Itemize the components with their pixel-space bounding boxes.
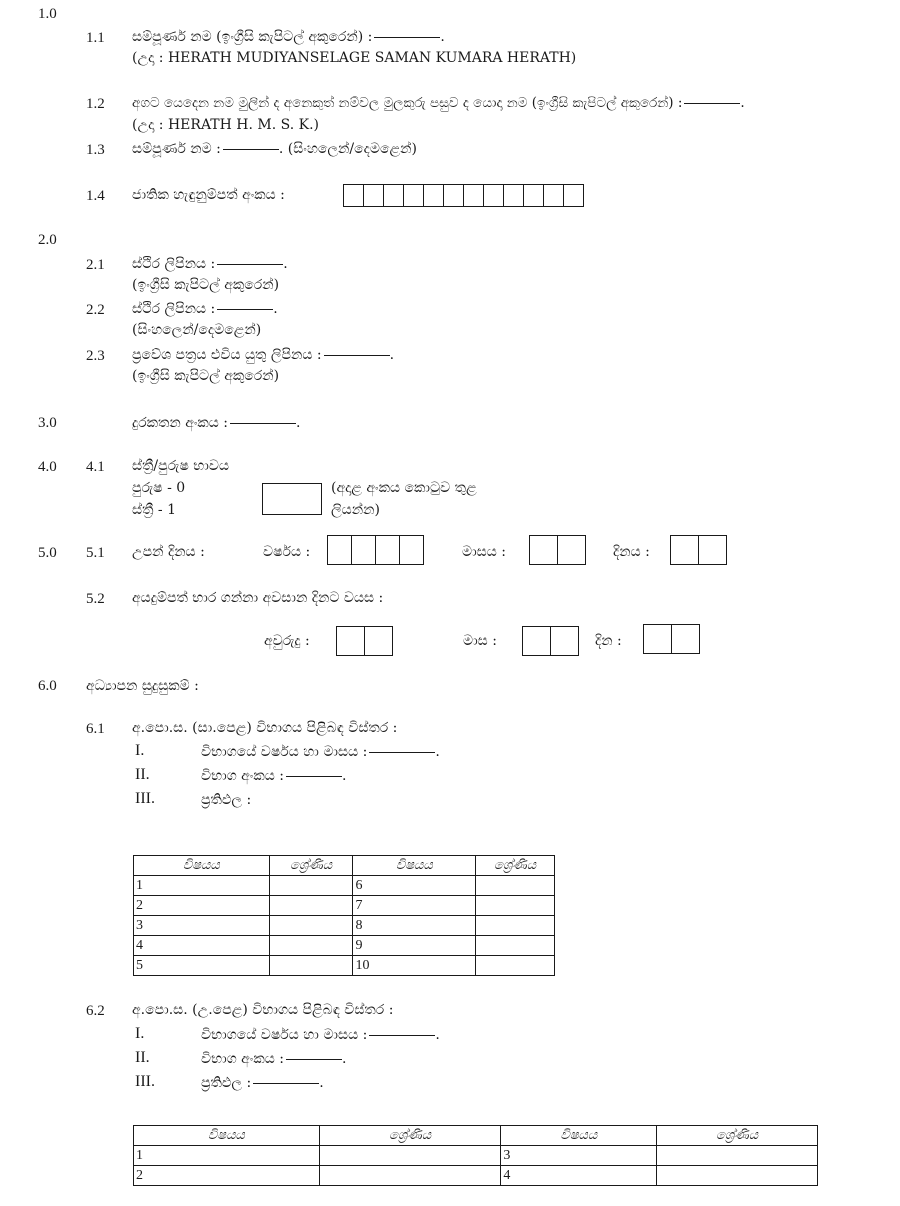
nic-digit-box[interactable] — [344, 185, 363, 206]
nic-digit-box[interactable] — [503, 185, 523, 206]
telephone-label: දුරකතන අංකය : — [132, 415, 229, 431]
telephone-field[interactable]: දුරකතන අංකය : . — [132, 415, 301, 431]
age-years-digit-box[interactable] — [337, 627, 364, 655]
gender-male-code: පුරුෂ - 0 — [132, 480, 186, 496]
birth-year-boxes[interactable] — [327, 535, 424, 565]
ol-exam-label: අ.පො.ස. (සා.පෙළ) විභාගය පිළිබඳ විස්තර : — [132, 720, 398, 736]
age-months-boxes[interactable] — [522, 626, 579, 656]
age-days-digit-box[interactable] — [644, 625, 671, 653]
telephone-blank[interactable] — [230, 423, 296, 424]
ol-subject-cell[interactable]: 8 — [353, 916, 476, 936]
item-5-1-number: 5.1 — [86, 545, 105, 561]
nic-digit-box[interactable] — [443, 185, 463, 206]
al-year-month-label: විභාගයේ වර්ෂය හා මාසය : — [201, 1027, 368, 1043]
al-index-blank[interactable] — [286, 1059, 342, 1060]
name-with-initials-label: අගට යෙදෙන නම මුලින් ද අනෙකුත් නම්වල මුලකුරු පසුව ද යොදා නම (ඉංග්‍රීසි කැපිටල් අකුරෙන්) : — [132, 95, 683, 111]
al-subject-cell[interactable]: 1 — [134, 1146, 320, 1166]
age-days-digit-box[interactable] — [671, 625, 699, 653]
postal-address-note: (ඉංග්‍රීසි කැපිටල් අකුරෙන්) — [132, 368, 280, 384]
table-row — [134, 1146, 818, 1166]
ol-results-table — [133, 855, 555, 976]
item-2-3-field[interactable]: ප්‍රවේශ පත්‍රය එවිය යුතු ලිපිනය : . — [132, 347, 395, 363]
item-1-2-example: (උදා : HERATH H. M. S. K.) — [132, 117, 319, 133]
full-name-sinhala-label: සම්පූර්ණ නම : — [132, 141, 221, 157]
gender-female-code: ස්ත්‍රී - 1 — [132, 502, 176, 518]
section-4-number: 4.0 — [38, 459, 57, 475]
ol-grade-cell[interactable] — [476, 876, 555, 896]
age-label: අයදුම්පත් භාර ගන්නා අවසාන දිනට වයස : — [132, 590, 384, 606]
month-digit-box[interactable] — [530, 536, 557, 564]
address-english-label: ස්ථිර ලිපිනය : — [132, 256, 216, 272]
ol-index-label: විභාග අංකය : — [201, 768, 284, 784]
year-digit-box[interactable] — [328, 536, 351, 564]
al-subject-cell[interactable]: 2 — [134, 1166, 320, 1186]
al-year-month-field[interactable]: විභාගයේ වර්ෂය හා මාසය : . — [201, 1027, 440, 1043]
ol-subject-cell[interactable]: 2 — [134, 896, 270, 916]
ol-subject-cell[interactable]: 1 — [134, 876, 270, 896]
table-row — [134, 956, 555, 976]
ol-grade-cell[interactable] — [476, 936, 555, 956]
al-results-field[interactable]: ප්‍රතිඵල : . — [201, 1075, 324, 1091]
al-subject-header: විෂයය — [501, 1126, 657, 1146]
birth-date-label: උපන් දිනය : — [132, 544, 205, 560]
year-digit-box[interactable] — [351, 536, 375, 564]
nic-digit-box[interactable] — [423, 185, 443, 206]
nic-digit-box[interactable] — [563, 185, 583, 206]
table-row — [134, 1166, 818, 1186]
section-2-number: 2.0 — [38, 232, 57, 248]
ol-table-header-row — [134, 856, 555, 876]
birth-month-label: මාසය : — [462, 544, 506, 560]
item-1-1-number: 1.1 — [86, 30, 105, 46]
al-index-label: විභාග අංකය : — [201, 1051, 284, 1067]
section-5-number: 5.0 — [38, 545, 57, 561]
month-digit-box[interactable] — [557, 536, 585, 564]
al-subject-cell[interactable]: 4 — [501, 1166, 657, 1186]
address-sinhala-blank[interactable] — [217, 309, 273, 310]
day-digit-box[interactable] — [671, 536, 698, 564]
age-months-label: මාස : — [463, 633, 497, 649]
ol-subject-cell[interactable]: 6 — [353, 876, 476, 896]
al-subject-cell[interactable]: 3 — [501, 1146, 657, 1166]
nic-digit-box[interactable] — [463, 185, 483, 206]
nic-digit-box[interactable] — [483, 185, 503, 206]
birth-day-boxes[interactable] — [670, 535, 727, 565]
full-name-english-label: සම්පූර්ණ නම (ඉංග්‍රීසි කැපිටල් අකුරෙන්) : — [132, 29, 373, 45]
table-row — [134, 896, 555, 916]
ol-subject-cell[interactable]: 9 — [353, 936, 476, 956]
item-1-3-field[interactable] — [132, 141, 417, 158]
gender-note-line2: ලියන්න) — [331, 502, 380, 518]
ol-year-month-label: විභාගයේ වර්ෂය හා මාසය : — [201, 744, 368, 760]
al-roman-1: I. — [135, 1025, 145, 1042]
al-roman-3: III. — [135, 1073, 155, 1090]
al-subject-header: විෂයය — [134, 1126, 320, 1146]
item-6-1-number: 6.1 — [86, 721, 105, 737]
al-grade-cell[interactable] — [319, 1146, 501, 1166]
ol-grade-cell[interactable] — [269, 956, 353, 976]
item-2-2-field[interactable]: ස්ථිර ලිපිනය : . — [132, 301, 278, 317]
al-exam-label: අ.පො.ස. (උ.පෙළ) විභාගය පිළිබඳ විස්තර : — [132, 1002, 394, 1018]
section-3-number: 3.0 — [38, 415, 57, 431]
ol-roman-2: II. — [135, 766, 150, 783]
item-2-3-number: 2.3 — [86, 348, 105, 364]
ol-table-body — [134, 876, 555, 976]
nic-number-boxes[interactable] — [343, 184, 584, 207]
year-digit-box[interactable] — [399, 536, 423, 564]
ol-grade-cell[interactable] — [476, 916, 555, 936]
day-digit-box[interactable] — [698, 536, 726, 564]
item-6-2-number: 6.2 — [86, 1003, 105, 1019]
age-years-label: අවුරුදු : — [264, 633, 310, 649]
al-grade-header: ශ්‍රේණිය — [657, 1126, 818, 1146]
address-english-blank[interactable] — [217, 264, 283, 265]
item-2-2-number: 2.2 — [86, 302, 105, 318]
item-1-1-field[interactable]: සම්පූර්ණ නම (ඉංග්‍රීසි කැපිටල් අකුරෙන්) : . — [132, 29, 445, 45]
item-4-1-number: 4.1 — [86, 459, 105, 475]
al-grade-cell[interactable] — [657, 1146, 818, 1166]
ol-subject-header: විෂයය — [353, 856, 476, 876]
full-name-sinhala-blank[interactable] — [223, 149, 279, 150]
ol-subject-cell[interactable]: 4 — [134, 936, 270, 956]
postal-address-blank[interactable] — [324, 355, 390, 356]
item-1-2-number: 1.2 — [86, 96, 105, 112]
item-5-2-number: 5.2 — [86, 591, 105, 607]
al-index-field[interactable]: විභාග අංකය : . — [201, 1051, 347, 1067]
al-results-table — [133, 1125, 818, 1186]
age-days-label: දින : — [595, 633, 622, 649]
nic-digit-box[interactable] — [383, 185, 403, 206]
item-1-2-field[interactable]: අගට යෙදෙන නම මුලින් ද අනෙකුත් නම්වල මුලකුරු පසුව ද යොදා නම (ඉංග්‍රීසි කැපිටල් අකුරෙන්) : . — [132, 95, 745, 111]
gender-label: ස්ත්‍රී/පුරුෂ භාවය — [132, 458, 230, 474]
education-label: අධ්‍යාපන සුදුසුකම් : — [86, 678, 199, 694]
ol-subject-cell[interactable]: 10 — [353, 956, 476, 976]
birth-month-boxes[interactable] — [529, 535, 586, 565]
al-table-body — [134, 1146, 818, 1186]
ol-results-label: ප්‍රතිඵල : — [201, 792, 252, 808]
nic-digit-box[interactable] — [523, 185, 543, 206]
age-days-boxes[interactable] — [643, 624, 700, 654]
al-results-label: ප්‍රතිඵල : — [201, 1075, 252, 1091]
gender-code-box[interactable] — [262, 483, 322, 515]
section-6-number: 6.0 — [38, 678, 57, 694]
table-row — [134, 936, 555, 956]
nic-digit-box[interactable] — [363, 185, 383, 206]
age-years-boxes[interactable] — [336, 626, 393, 656]
table-row — [134, 916, 555, 936]
nic-number-label: ජාතික හැඳුනුම්පත් අංකය : — [132, 187, 285, 203]
year-digit-box[interactable] — [375, 536, 399, 564]
address-english-note: (ඉංග්‍රීසි කැපිටල් අකුරෙන්) — [132, 277, 280, 293]
ol-subject-cell[interactable]: 5 — [134, 956, 270, 976]
item-2-1-number: 2.1 — [86, 257, 105, 273]
al-year-month-blank[interactable] — [369, 1035, 435, 1036]
item-1-3-number: 1.3 — [86, 142, 105, 158]
item-1-1-example: (උදා : HERATH MUDIYANSELAGE SAMAN KUMARA HERATH) — [132, 50, 577, 66]
ol-year-month-field[interactable]: විභාගයේ වර්ෂය හා මාසය : . — [201, 744, 440, 760]
address-sinhala-label: ස්ථිර ලිපිනය : — [132, 301, 216, 317]
section-1-number: 1.0 — [38, 6, 57, 22]
ol-grade-header: ශ්‍රේණිය — [476, 856, 555, 876]
ol-roman-1: I. — [135, 742, 145, 759]
item-1-4-number: 1.4 — [86, 188, 105, 204]
nic-digit-box[interactable] — [403, 185, 423, 206]
ol-grade-cell[interactable] — [269, 876, 353, 896]
full-name-english-blank[interactable] — [374, 37, 440, 38]
ol-index-field[interactable]: විභාග අංකය : . — [201, 768, 347, 784]
ol-grade-header: ශ්‍රේණිය — [269, 856, 353, 876]
al-grade-cell[interactable] — [319, 1166, 501, 1186]
al-results-blank[interactable] — [253, 1083, 319, 1084]
address-sinhala-note: (සිංහලෙන්/දෙමළෙන්) — [132, 322, 262, 338]
table-row — [134, 876, 555, 896]
al-table-header-row — [134, 1126, 818, 1146]
age-years-digit-box[interactable] — [364, 627, 392, 655]
ol-subject-cell[interactable]: 3 — [134, 916, 270, 936]
birth-year-label: වර්ෂය : — [263, 544, 311, 560]
al-grade-header: ශ්‍රේණිය — [319, 1126, 501, 1146]
age-months-digit-box[interactable] — [523, 627, 550, 655]
ol-subject-cell[interactable]: 7 — [353, 896, 476, 916]
ol-grade-cell[interactable] — [269, 896, 353, 916]
ol-grade-cell[interactable] — [476, 896, 555, 916]
ol-index-blank[interactable] — [286, 776, 342, 777]
ol-roman-3: III. — [135, 790, 155, 807]
age-months-digit-box[interactable] — [550, 627, 578, 655]
full-name-sinhala-suffix: . (සිංහලෙන්/දෙමළෙන්) — [278, 141, 418, 157]
birth-day-label: දිනය : — [613, 544, 650, 560]
ol-grade-cell[interactable] — [476, 956, 555, 976]
gender-note-line1: (අදාළ අංකය කොටුව තුළ — [331, 480, 477, 496]
postal-address-label: ප්‍රවේශ පත්‍රය එවිය යුතු ලිපිනය : — [132, 347, 322, 363]
ol-grade-cell[interactable] — [269, 916, 353, 936]
item-2-1-field[interactable]: ස්ථිර ලිපිනය : . — [132, 256, 288, 272]
nic-digit-box[interactable] — [543, 185, 563, 206]
name-with-initials-blank[interactable] — [684, 103, 740, 104]
al-grade-cell[interactable] — [657, 1166, 818, 1186]
al-roman-2: II. — [135, 1049, 150, 1066]
ol-subject-header: විෂයය — [134, 856, 270, 876]
ol-year-month-blank[interactable] — [369, 752, 435, 753]
ol-grade-cell[interactable] — [269, 936, 353, 956]
